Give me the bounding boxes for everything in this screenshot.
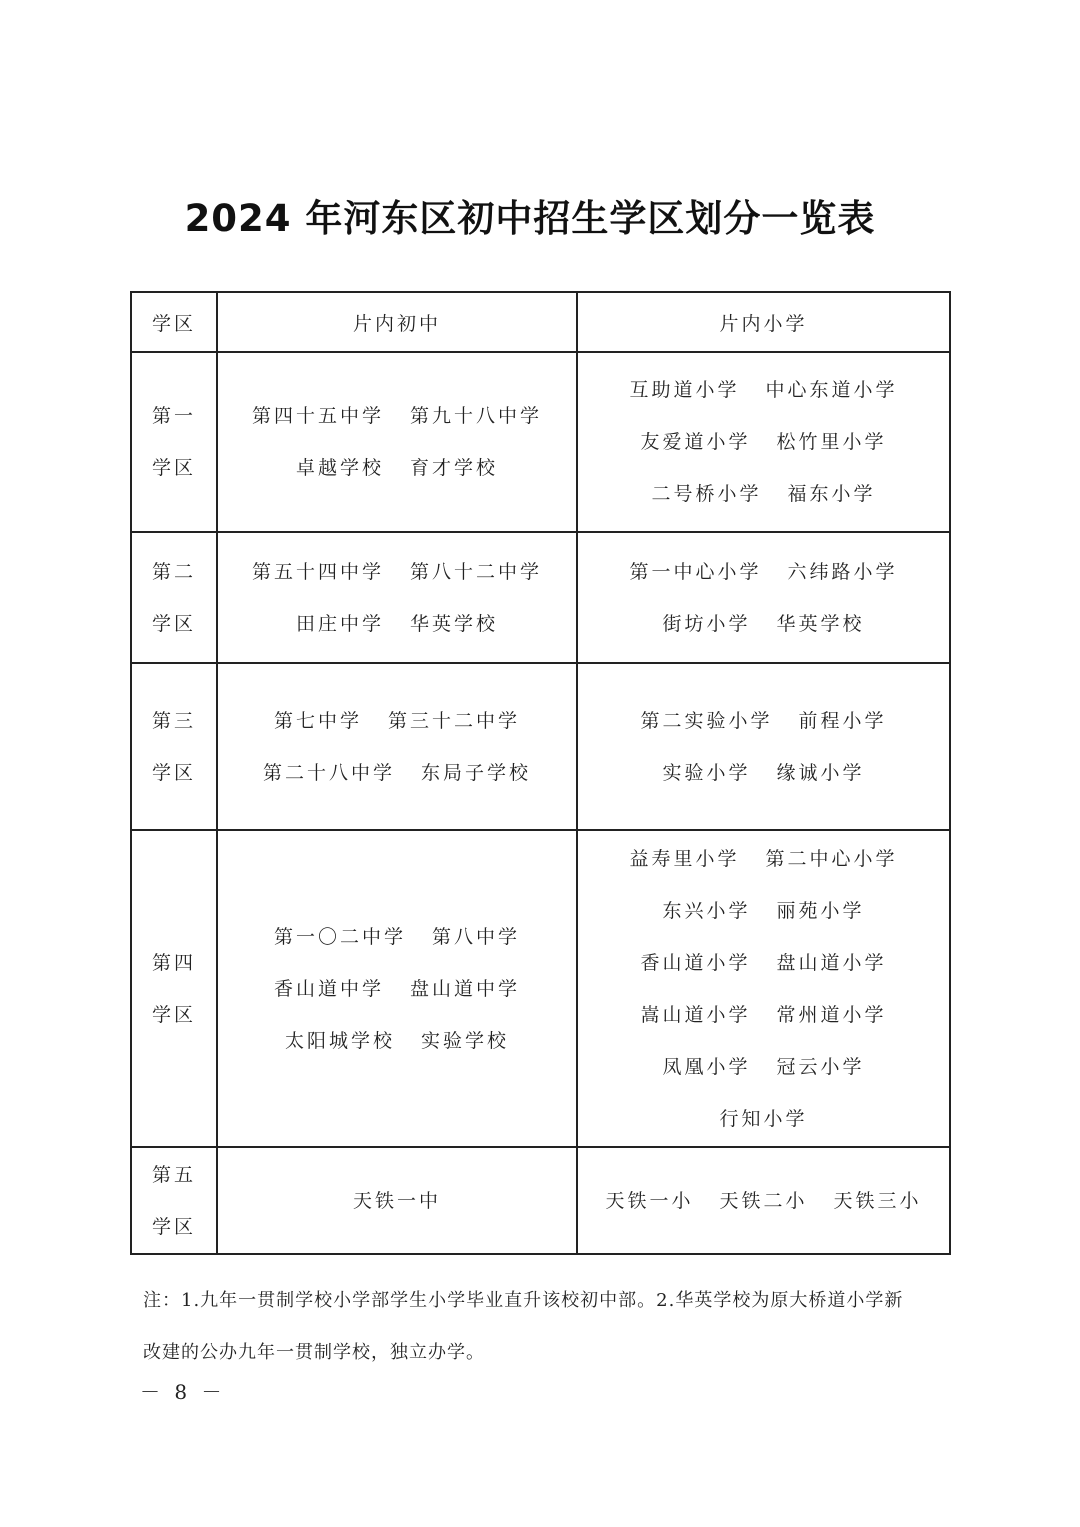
school-line [218, 911, 576, 963]
middle-school-name: 天铁一中 [352, 1189, 441, 1212]
primary-school-name: 福东小学 [787, 483, 876, 505]
primary-school-name: 华英学校 [776, 612, 865, 635]
primary-school-name: 友爱道小学 [640, 431, 751, 453]
middle-school-name: 第一〇二中学 [273, 925, 406, 948]
table-row [131, 830, 950, 1147]
primary-school-name: 天铁三小 [833, 1189, 922, 1212]
page-number: － 8 － [140, 1380, 226, 1404]
footnote-line: 注：1.九年一贯制学校小学部学生小学毕业直升该校初中部。2.华英学校为原大桥道小学新 [143, 1290, 904, 1311]
primary-school-name: 二号桥小学 [651, 483, 762, 505]
primary-school-name: 冠云小学 [776, 1055, 865, 1078]
school-line [578, 1175, 949, 1227]
primary-school-name: 天铁一小 [605, 1189, 694, 1212]
primary-school-name: 第一中心小学 [629, 560, 762, 583]
zone-cell [131, 352, 217, 532]
middle-school-name: 太阳城学校 [284, 1029, 395, 1052]
footnote-line: 改建的公办九年一贯制学校，独立办学。 [143, 1342, 485, 1363]
primary-school-name: 行知小学 [719, 1107, 808, 1130]
school-line [578, 695, 949, 747]
zone-label: 第二 [151, 560, 196, 583]
table-header-row [131, 292, 950, 352]
table-row [131, 1147, 950, 1254]
school-line [578, 546, 949, 598]
primary-schools-cell [577, 352, 950, 532]
primary-school-name: 街坊小学 [662, 612, 751, 635]
zone-label: 学区 [151, 761, 196, 784]
primary-schools-cell [577, 663, 950, 830]
middle-school-name: 育才学校 [410, 457, 499, 479]
middle-schools-cell [217, 532, 577, 663]
primary-school-name: 益寿里小学 [629, 847, 740, 870]
middle-school-name: 第二十八中学 [262, 761, 395, 784]
zone-cell [131, 830, 217, 1147]
primary-school-name: 盘山道小学 [776, 951, 887, 974]
school-line [578, 885, 949, 937]
school-line [218, 695, 576, 747]
school-line [578, 937, 949, 989]
primary-school-name: 天铁二小 [719, 1189, 808, 1212]
school-line [578, 416, 949, 468]
school-line [578, 989, 949, 1041]
primary-school-name: 凤凰小学 [662, 1055, 751, 1078]
zone-cell [131, 532, 217, 663]
zone-label: 学区 [151, 457, 196, 479]
zone-label: 第一 [151, 405, 196, 427]
school-line [578, 1041, 949, 1093]
school-line [218, 598, 576, 650]
school-line [578, 598, 949, 650]
school-line [218, 963, 576, 1015]
header-primary-schools: 片内小学 [577, 292, 950, 352]
middle-school-name: 第八中学 [432, 925, 521, 948]
middle-school-name: 第五十四中学 [251, 560, 384, 583]
footnote [143, 1275, 933, 1379]
primary-school-name: 实验小学 [662, 761, 751, 784]
middle-schools-cell [217, 663, 577, 830]
middle-school-name: 盘山道中学 [410, 977, 521, 1000]
table-row [131, 352, 950, 532]
zone-label: 学区 [151, 612, 196, 635]
primary-school-name: 东兴小学 [662, 899, 751, 922]
middle-school-name: 香山道中学 [273, 977, 384, 1000]
school-line [578, 468, 949, 520]
middle-schools-cell [217, 1147, 577, 1254]
primary-school-name: 嵩山道小学 [640, 1003, 751, 1026]
middle-schools-cell [217, 830, 577, 1147]
middle-school-name: 田庄中学 [295, 612, 384, 635]
middle-school-name: 第三十二中学 [388, 709, 521, 732]
primary-schools-cell [577, 830, 950, 1147]
school-line [218, 390, 576, 442]
header-zone: 学区 [131, 292, 217, 352]
middle-school-name: 第四十五中学 [251, 405, 384, 427]
primary-school-name: 丽苑小学 [776, 899, 865, 922]
school-district-table [130, 291, 951, 1255]
middle-school-name: 卓越学校 [295, 457, 384, 479]
primary-school-name: 前程小学 [798, 709, 887, 732]
school-line [218, 1015, 576, 1067]
middle-school-name: 华英学校 [410, 612, 499, 635]
table-row [131, 532, 950, 663]
middle-schools-cell [217, 352, 577, 532]
zone-label: 第四 [151, 951, 196, 974]
middle-school-name: 第九十八中学 [410, 405, 543, 427]
school-line [578, 364, 949, 416]
primary-school-name: 缘诚小学 [776, 761, 865, 784]
school-line [218, 442, 576, 494]
school-line [578, 833, 949, 885]
header-middle-schools: 片内初中 [217, 292, 577, 352]
zone-label: 第三 [151, 709, 196, 732]
middle-school-name: 第八十二中学 [410, 560, 543, 583]
primary-school-name: 六纬路小学 [787, 560, 898, 583]
zone-cell [131, 1147, 217, 1254]
middle-school-name: 实验学校 [421, 1029, 510, 1052]
primary-school-name: 互助道小学 [629, 379, 740, 401]
school-line [218, 546, 576, 598]
middle-school-name: 东局子学校 [421, 761, 532, 784]
primary-school-name: 香山道小学 [640, 951, 751, 974]
table-row [131, 663, 950, 830]
zone-label: 学区 [151, 1003, 196, 1026]
zone-label: 学区 [151, 1215, 196, 1238]
school-line [218, 747, 576, 799]
zone-label: 第五 [151, 1163, 196, 1186]
middle-school-name: 第七中学 [273, 709, 362, 732]
primary-school-name: 常州道小学 [776, 1003, 887, 1026]
school-line [218, 1175, 576, 1227]
primary-schools-cell [577, 532, 950, 663]
zone-cell [131, 663, 217, 830]
primary-schools-cell [577, 1147, 950, 1254]
primary-school-name: 松竹里小学 [776, 431, 887, 453]
primary-school-name: 第二中心小学 [765, 847, 898, 870]
school-line [578, 747, 949, 799]
primary-school-name: 第二实验小学 [640, 709, 773, 732]
school-line [578, 1093, 949, 1145]
primary-school-name: 中心东道小学 [765, 379, 898, 401]
document-title: 2024 年河东区初中招生学区划分一览表 [184, 197, 876, 240]
